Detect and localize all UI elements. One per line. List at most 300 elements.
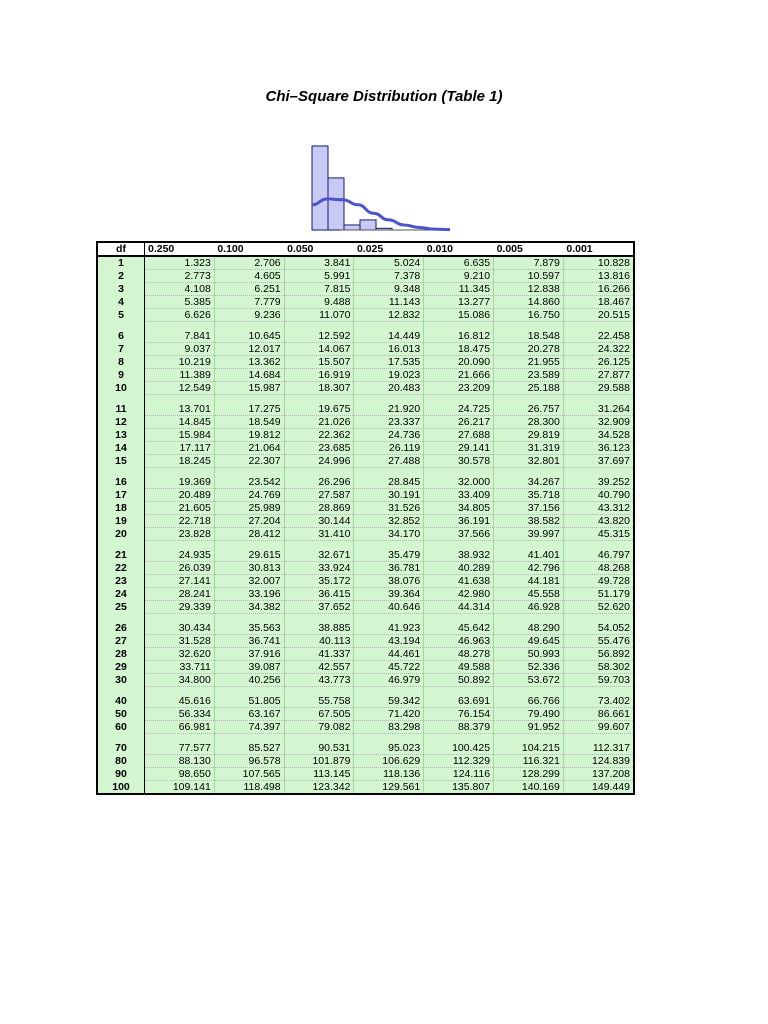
- table-row: [97, 309, 634, 322]
- spacer-cell: [494, 614, 564, 623]
- spacer-cell: [97, 687, 145, 696]
- critical-value-cell: 17.275: [214, 403, 284, 416]
- spacer-cell: [354, 541, 424, 550]
- critical-value-cell: 31.264: [563, 403, 634, 416]
- critical-value-cell: 39.364: [354, 588, 424, 601]
- spacer-cell: [424, 468, 494, 477]
- critical-value-cell: 10.645: [214, 330, 284, 343]
- critical-value-cell: 23.209: [424, 382, 494, 395]
- critical-value-cell: 20.483: [354, 382, 424, 395]
- spacer-cell: [214, 734, 284, 743]
- critical-value-cell: 30.434: [145, 622, 215, 635]
- table-row: [97, 588, 634, 601]
- table-row: [97, 708, 634, 721]
- critical-value-cell: 48.278: [424, 648, 494, 661]
- table-row: [97, 528, 634, 541]
- column-header-alpha: 0.250: [145, 242, 215, 256]
- critical-value-cell: 55.476: [563, 635, 634, 648]
- critical-value-cell: 17.535: [354, 356, 424, 369]
- critical-value-cell: 13.701: [145, 403, 215, 416]
- critical-value-cell: 26.039: [145, 562, 215, 575]
- df-cell: 27: [97, 635, 145, 648]
- critical-value-cell: 86.661: [563, 708, 634, 721]
- critical-value-cell: 79.490: [494, 708, 564, 721]
- critical-value-cell: 24.736: [354, 429, 424, 442]
- table-row: [97, 476, 634, 489]
- critical-value-cell: 27.204: [214, 515, 284, 528]
- critical-value-cell: 48.268: [563, 562, 634, 575]
- df-cell: 40: [97, 695, 145, 708]
- critical-value-cell: 34.528: [563, 429, 634, 442]
- spacer-cell: [284, 541, 354, 550]
- critical-value-cell: 38.932: [424, 549, 494, 562]
- critical-value-cell: 85.527: [214, 742, 284, 755]
- critical-value-cell: 15.086: [424, 309, 494, 322]
- critical-value-cell: 14.684: [214, 369, 284, 382]
- spacer-cell: [563, 468, 634, 477]
- spacer-cell: [563, 322, 634, 331]
- critical-value-cell: 63.167: [214, 708, 284, 721]
- critical-value-cell: 11.070: [284, 309, 354, 322]
- spacer-cell: [284, 468, 354, 477]
- spacer-cell: [97, 541, 145, 550]
- critical-value-cell: 7.815: [284, 283, 354, 296]
- spacer-cell: [494, 734, 564, 743]
- critical-value-cell: 95.023: [354, 742, 424, 755]
- group-spacer-row: [97, 468, 634, 477]
- df-cell: 9: [97, 369, 145, 382]
- df-cell: 1: [97, 256, 145, 270]
- df-cell: 10: [97, 382, 145, 395]
- critical-value-cell: 129.561: [354, 781, 424, 795]
- critical-value-cell: 31.410: [284, 528, 354, 541]
- critical-value-cell: 55.758: [284, 695, 354, 708]
- critical-value-cell: 13.816: [563, 270, 634, 283]
- critical-value-cell: 1.323: [145, 256, 215, 270]
- critical-value-cell: 67.505: [284, 708, 354, 721]
- critical-value-cell: 30.144: [284, 515, 354, 528]
- table-row: [97, 270, 634, 283]
- critical-value-cell: 51.805: [214, 695, 284, 708]
- critical-value-cell: 15.984: [145, 429, 215, 442]
- critical-value-cell: 24.769: [214, 489, 284, 502]
- critical-value-cell: 13.362: [214, 356, 284, 369]
- critical-value-cell: 39.087: [214, 661, 284, 674]
- critical-value-cell: 83.298: [354, 721, 424, 734]
- spacer-cell: [214, 468, 284, 477]
- critical-value-cell: 37.156: [494, 502, 564, 515]
- column-header-alpha: 0.010: [424, 242, 494, 256]
- spacer-cell: [354, 687, 424, 696]
- critical-value-cell: 45.616: [145, 695, 215, 708]
- table-row: [97, 742, 634, 755]
- table-row: [97, 256, 634, 270]
- critical-value-cell: 21.064: [214, 442, 284, 455]
- critical-value-cell: 24.996: [284, 455, 354, 468]
- critical-value-cell: 21.605: [145, 502, 215, 515]
- critical-value-cell: 45.315: [563, 528, 634, 541]
- critical-value-cell: 149.449: [563, 781, 634, 795]
- chi-square-density-figure: [310, 144, 452, 232]
- table-row: [97, 781, 634, 795]
- spacer-cell: [424, 687, 494, 696]
- group-spacer-row: [97, 395, 634, 404]
- critical-value-cell: 123.342: [284, 781, 354, 795]
- df-cell: 13: [97, 429, 145, 442]
- column-header-alpha: 0.025: [354, 242, 424, 256]
- df-cell: 26: [97, 622, 145, 635]
- critical-value-cell: 14.067: [284, 343, 354, 356]
- critical-value-cell: 109.141: [145, 781, 215, 795]
- critical-value-cell: 91.952: [494, 721, 564, 734]
- group-spacer-row: [97, 687, 634, 696]
- critical-value-cell: 11.143: [354, 296, 424, 309]
- spacer-cell: [563, 395, 634, 404]
- critical-value-cell: 56.892: [563, 648, 634, 661]
- critical-value-cell: 3.841: [284, 256, 354, 270]
- critical-value-cell: 79.082: [284, 721, 354, 734]
- critical-value-cell: 49.588: [424, 661, 494, 674]
- critical-value-cell: 18.245: [145, 455, 215, 468]
- critical-value-cell: 49.645: [494, 635, 564, 648]
- critical-value-cell: 32.852: [354, 515, 424, 528]
- critical-value-cell: 140.169: [494, 781, 564, 795]
- critical-value-cell: 24.725: [424, 403, 494, 416]
- critical-value-cell: 18.548: [494, 330, 564, 343]
- critical-value-cell: 7.879: [494, 256, 564, 270]
- critical-value-cell: 31.526: [354, 502, 424, 515]
- critical-value-cell: 112.329: [424, 755, 494, 768]
- critical-value-cell: 35.479: [354, 549, 424, 562]
- critical-value-cell: 25.989: [214, 502, 284, 515]
- spacer-cell: [494, 468, 564, 477]
- critical-value-cell: 50.993: [494, 648, 564, 661]
- critical-value-cell: 39.252: [563, 476, 634, 489]
- spacer-cell: [424, 395, 494, 404]
- critical-value-cell: 113.145: [284, 768, 354, 781]
- table-header-row: [97, 242, 634, 256]
- critical-value-cell: 43.820: [563, 515, 634, 528]
- critical-value-cell: 5.385: [145, 296, 215, 309]
- critical-value-cell: 34.170: [354, 528, 424, 541]
- critical-value-cell: 43.312: [563, 502, 634, 515]
- column-header-alpha: 0.100: [214, 242, 284, 256]
- critical-value-cell: 14.449: [354, 330, 424, 343]
- critical-value-cell: 28.300: [494, 416, 564, 429]
- critical-value-cell: 12.592: [284, 330, 354, 343]
- spacer-cell: [354, 322, 424, 331]
- spacer-cell: [494, 395, 564, 404]
- histogram-bar: [360, 220, 376, 230]
- spacer-cell: [284, 395, 354, 404]
- table-row: [97, 382, 634, 395]
- critical-value-cell: 34.267: [494, 476, 564, 489]
- critical-value-cell: 4.108: [145, 283, 215, 296]
- critical-value-cell: 37.697: [563, 455, 634, 468]
- critical-value-cell: 112.317: [563, 742, 634, 755]
- group-spacer-row: [97, 322, 634, 331]
- critical-value-cell: 19.023: [354, 369, 424, 382]
- table-row: [97, 403, 634, 416]
- critical-value-cell: 34.382: [214, 601, 284, 614]
- critical-value-cell: 4.605: [214, 270, 284, 283]
- critical-value-cell: 48.290: [494, 622, 564, 635]
- spacer-cell: [214, 541, 284, 550]
- histogram-bar: [328, 178, 344, 230]
- critical-value-cell: 18.467: [563, 296, 634, 309]
- critical-value-cell: 40.113: [284, 635, 354, 648]
- critical-value-cell: 18.549: [214, 416, 284, 429]
- critical-value-cell: 26.757: [494, 403, 564, 416]
- df-cell: 4: [97, 296, 145, 309]
- critical-value-cell: 32.671: [284, 549, 354, 562]
- critical-value-cell: 19.369: [145, 476, 215, 489]
- critical-value-cell: 14.845: [145, 416, 215, 429]
- chi-square-table: [96, 241, 635, 795]
- critical-value-cell: 101.879: [284, 755, 354, 768]
- df-cell: 19: [97, 515, 145, 528]
- critical-value-cell: 22.458: [563, 330, 634, 343]
- df-cell: 2: [97, 270, 145, 283]
- critical-value-cell: 51.179: [563, 588, 634, 601]
- group-spacer-row: [97, 614, 634, 623]
- spacer-cell: [214, 614, 284, 623]
- critical-value-cell: 23.589: [494, 369, 564, 382]
- table-row: [97, 296, 634, 309]
- spacer-cell: [354, 468, 424, 477]
- critical-value-cell: 32.801: [494, 455, 564, 468]
- column-header-alpha: 0.050: [284, 242, 354, 256]
- df-cell: 16: [97, 476, 145, 489]
- spacer-cell: [284, 614, 354, 623]
- critical-value-cell: 90.531: [284, 742, 354, 755]
- table-row: [97, 648, 634, 661]
- critical-value-cell: 88.379: [424, 721, 494, 734]
- table-row: [97, 562, 634, 575]
- critical-value-cell: 19.675: [284, 403, 354, 416]
- table-row: [97, 768, 634, 781]
- critical-value-cell: 29.819: [494, 429, 564, 442]
- df-cell: 100: [97, 781, 145, 795]
- spacer-cell: [97, 734, 145, 743]
- critical-value-cell: 31.319: [494, 442, 564, 455]
- table-row: [97, 515, 634, 528]
- df-cell: 17: [97, 489, 145, 502]
- spacer-cell: [145, 614, 215, 623]
- spacer-cell: [214, 322, 284, 331]
- critical-value-cell: 35.563: [214, 622, 284, 635]
- page-title: Chi–Square Distribution (Table 1): [265, 88, 503, 105]
- critical-value-cell: 7.378: [354, 270, 424, 283]
- critical-value-cell: 118.498: [214, 781, 284, 795]
- spacer-cell: [563, 687, 634, 696]
- critical-value-cell: 43.194: [354, 635, 424, 648]
- critical-value-cell: 23.685: [284, 442, 354, 455]
- spacer-cell: [494, 541, 564, 550]
- df-cell: 24: [97, 588, 145, 601]
- critical-value-cell: 59.703: [563, 674, 634, 687]
- critical-value-cell: 10.597: [494, 270, 564, 283]
- critical-value-cell: 24.322: [563, 343, 634, 356]
- critical-value-cell: 26.217: [424, 416, 494, 429]
- critical-value-cell: 16.812: [424, 330, 494, 343]
- spacer-cell: [97, 395, 145, 404]
- critical-value-cell: 39.997: [494, 528, 564, 541]
- critical-value-cell: 45.558: [494, 588, 564, 601]
- group-spacer-row: [97, 734, 634, 743]
- critical-value-cell: 41.401: [494, 549, 564, 562]
- critical-value-cell: 9.236: [214, 309, 284, 322]
- critical-value-cell: 28.845: [354, 476, 424, 489]
- critical-value-cell: 33.196: [214, 588, 284, 601]
- critical-value-cell: 7.779: [214, 296, 284, 309]
- critical-value-cell: 46.928: [494, 601, 564, 614]
- critical-value-cell: 26.125: [563, 356, 634, 369]
- critical-value-cell: 73.402: [563, 695, 634, 708]
- critical-value-cell: 74.397: [214, 721, 284, 734]
- critical-value-cell: 99.607: [563, 721, 634, 734]
- critical-value-cell: 46.979: [354, 674, 424, 687]
- table-row: [97, 721, 634, 734]
- critical-value-cell: 106.629: [354, 755, 424, 768]
- critical-value-cell: 27.688: [424, 429, 494, 442]
- critical-value-cell: 45.642: [424, 622, 494, 635]
- critical-value-cell: 30.578: [424, 455, 494, 468]
- df-cell: 50: [97, 708, 145, 721]
- critical-value-cell: 42.557: [284, 661, 354, 674]
- critical-value-cell: 36.123: [563, 442, 634, 455]
- df-cell: 29: [97, 661, 145, 674]
- column-header-alpha: 0.005: [494, 242, 564, 256]
- table-row: [97, 601, 634, 614]
- critical-value-cell: 56.334: [145, 708, 215, 721]
- critical-value-cell: 25.188: [494, 382, 564, 395]
- spacer-cell: [424, 541, 494, 550]
- table-row: [97, 575, 634, 588]
- table-row: [97, 635, 634, 648]
- critical-value-cell: 10.828: [563, 256, 634, 270]
- critical-value-cell: 29.339: [145, 601, 215, 614]
- critical-value-cell: 36.781: [354, 562, 424, 575]
- critical-value-cell: 96.578: [214, 755, 284, 768]
- critical-value-cell: 20.090: [424, 356, 494, 369]
- critical-value-cell: 98.650: [145, 768, 215, 781]
- critical-value-cell: 88.130: [145, 755, 215, 768]
- df-cell: 28: [97, 648, 145, 661]
- critical-value-cell: 6.635: [424, 256, 494, 270]
- critical-value-cell: 41.337: [284, 648, 354, 661]
- table-row: [97, 442, 634, 455]
- critical-value-cell: 14.860: [494, 296, 564, 309]
- critical-value-cell: 15.507: [284, 356, 354, 369]
- df-cell: 30: [97, 674, 145, 687]
- df-cell: 20: [97, 528, 145, 541]
- critical-value-cell: 28.241: [145, 588, 215, 601]
- critical-value-cell: 18.307: [284, 382, 354, 395]
- critical-value-cell: 45.722: [354, 661, 424, 674]
- critical-value-cell: 52.336: [494, 661, 564, 674]
- df-cell: 5: [97, 309, 145, 322]
- critical-value-cell: 77.577: [145, 742, 215, 755]
- table-row: [97, 416, 634, 429]
- df-cell: 22: [97, 562, 145, 575]
- table-row: [97, 489, 634, 502]
- critical-value-cell: 29.141: [424, 442, 494, 455]
- critical-value-cell: 118.136: [354, 768, 424, 781]
- spacer-cell: [563, 614, 634, 623]
- critical-value-cell: 29.615: [214, 549, 284, 562]
- critical-value-cell: 38.582: [494, 515, 564, 528]
- critical-value-cell: 66.981: [145, 721, 215, 734]
- critical-value-cell: 22.362: [284, 429, 354, 442]
- critical-value-cell: 116.321: [494, 755, 564, 768]
- critical-value-cell: 32.007: [214, 575, 284, 588]
- critical-value-cell: 11.389: [145, 369, 215, 382]
- critical-value-cell: 40.790: [563, 489, 634, 502]
- critical-value-cell: 43.773: [284, 674, 354, 687]
- critical-value-cell: 21.955: [494, 356, 564, 369]
- critical-value-cell: 33.924: [284, 562, 354, 575]
- critical-value-cell: 36.191: [424, 515, 494, 528]
- critical-value-cell: 46.963: [424, 635, 494, 648]
- critical-value-cell: 41.638: [424, 575, 494, 588]
- df-cell: 15: [97, 455, 145, 468]
- critical-value-cell: 100.425: [424, 742, 494, 755]
- critical-value-cell: 33.409: [424, 489, 494, 502]
- critical-value-cell: 24.935: [145, 549, 215, 562]
- critical-value-cell: 5.024: [354, 256, 424, 270]
- spacer-cell: [97, 614, 145, 623]
- critical-value-cell: 52.620: [563, 601, 634, 614]
- critical-value-cell: 32.909: [563, 416, 634, 429]
- critical-value-cell: 30.813: [214, 562, 284, 575]
- spacer-cell: [354, 734, 424, 743]
- critical-value-cell: 37.652: [284, 601, 354, 614]
- spacer-cell: [563, 734, 634, 743]
- df-cell: 12: [97, 416, 145, 429]
- critical-value-cell: 2.773: [145, 270, 215, 283]
- spacer-cell: [214, 687, 284, 696]
- critical-value-cell: 40.646: [354, 601, 424, 614]
- critical-value-cell: 42.796: [494, 562, 564, 575]
- critical-value-cell: 38.076: [354, 575, 424, 588]
- critical-value-cell: 12.838: [494, 283, 564, 296]
- critical-value-cell: 36.741: [214, 635, 284, 648]
- table-body: [97, 256, 634, 794]
- critical-value-cell: 7.841: [145, 330, 215, 343]
- df-cell: 18: [97, 502, 145, 515]
- critical-value-cell: 34.805: [424, 502, 494, 515]
- spacer-cell: [354, 395, 424, 404]
- table-row: [97, 549, 634, 562]
- table-row: [97, 455, 634, 468]
- spacer-cell: [494, 322, 564, 331]
- critical-value-cell: 58.302: [563, 661, 634, 674]
- critical-value-cell: 13.277: [424, 296, 494, 309]
- critical-value-cell: 137.208: [563, 768, 634, 781]
- critical-value-cell: 46.797: [563, 549, 634, 562]
- spacer-cell: [145, 322, 215, 331]
- critical-value-cell: 44.314: [424, 601, 494, 614]
- critical-value-cell: 53.672: [494, 674, 564, 687]
- critical-value-cell: 6.251: [214, 283, 284, 296]
- critical-value-cell: 5.991: [284, 270, 354, 283]
- critical-value-cell: 9.210: [424, 270, 494, 283]
- critical-value-cell: 66.766: [494, 695, 564, 708]
- spacer-cell: [424, 734, 494, 743]
- critical-value-cell: 32.620: [145, 648, 215, 661]
- table-row: [97, 755, 634, 768]
